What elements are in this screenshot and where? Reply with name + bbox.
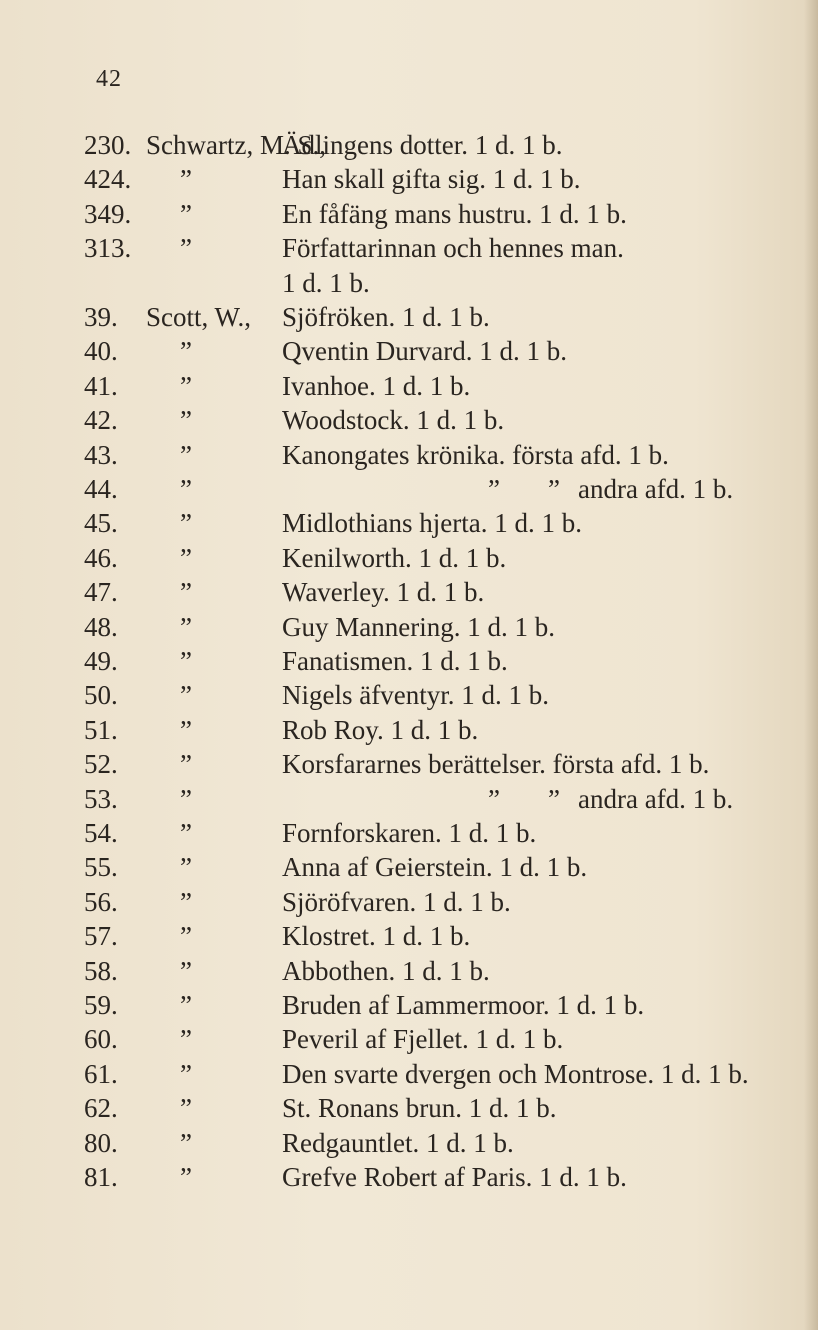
- catalog-entry: [0, 231, 818, 265]
- ditto-mark: ”: [180, 990, 192, 1020]
- ditto-mark: ”: [180, 439, 192, 470]
- catalog-entry: [0, 438, 818, 472]
- entry-title: Sjöfröken. 1 d. 1 b.: [282, 302, 490, 332]
- entry-title: Midlothians hjerta. 1 d. 1 b.: [282, 508, 582, 539]
- entry-number: 42.: [84, 405, 118, 436]
- catalog-entry: [0, 266, 818, 300]
- catalog-entry: [0, 334, 818, 368]
- ditto-mark: ”: [180, 405, 192, 436]
- entry-number: 313.: [84, 233, 132, 264]
- ditto-mark: ”: [180, 577, 192, 608]
- entry-number: 55.: [84, 852, 118, 883]
- catalog-entry: [0, 644, 818, 678]
- entry-title: Bruden af Lammermoor. 1 d. 1 b.: [282, 990, 645, 1020]
- entry-number: 49.: [84, 646, 118, 676]
- entry-number: 62.: [84, 1093, 118, 1124]
- ditto-mark: ”: [180, 233, 192, 264]
- catalog-entry: [0, 885, 818, 919]
- entry-number: 46.: [84, 542, 118, 573]
- ditto-mark: ”: [180, 611, 192, 642]
- entry-title: Rob Roy. 1 d. 1 b.: [282, 714, 479, 745]
- catalog-entry: [0, 919, 818, 953]
- entry-number: 44.: [84, 474, 118, 504]
- entry-author: Scott, W.,: [146, 302, 252, 332]
- entry-title: Klostret. 1 d. 1 b.: [282, 921, 471, 952]
- ditto-mark: ”: [180, 921, 192, 952]
- ditto-mark: ”: [180, 852, 192, 883]
- entry-title: St. Ronans brun. 1 d. 1 b.: [282, 1093, 557, 1124]
- ditto-mark: ”: [180, 1058, 192, 1089]
- catalog-entry: [0, 403, 818, 437]
- ditto-mark: ”: [180, 680, 192, 711]
- entry-title: Kanongates krönika. första afd. 1 b.: [282, 439, 669, 470]
- entry-title: En fåfäng mans hustru. 1 d. 1 b.: [282, 198, 627, 229]
- entry-title: Guy Mannering. 1 d. 1 b.: [282, 611, 555, 642]
- catalog-entry: [0, 954, 818, 988]
- catalog-entry: [0, 472, 818, 506]
- entry-number: 349.: [84, 198, 132, 229]
- entry-title: Qventin Durvard. 1 d. 1 b.: [282, 336, 567, 367]
- entry-title: Kenilworth. 1 d. 1 b.: [282, 542, 507, 573]
- ditto-mark: ”: [180, 646, 192, 676]
- entry-number: 51.: [84, 714, 118, 745]
- entry-number: 80.: [84, 1127, 118, 1158]
- entry-title: Korsfararnes berättelser. första afd. 1 b.: [282, 749, 710, 780]
- entry-number: 424.: [84, 164, 132, 195]
- entry-title-continued: 1 d. 1 b.: [282, 267, 370, 298]
- ditto-mark: ”: [180, 508, 192, 539]
- entry-number: 43.: [84, 439, 118, 470]
- catalog-entry: [0, 988, 818, 1022]
- catalog-entry: [0, 1022, 818, 1056]
- ditto-mark: ”: [180, 370, 192, 401]
- catalog-entry: [0, 610, 818, 644]
- entry-number: 230.: [84, 130, 132, 160]
- entry-title: Författarinnan och hennes man.: [282, 233, 624, 264]
- page-number: 42: [96, 66, 122, 92]
- ditto-mark: ”: [180, 198, 192, 229]
- ditto-mark: ”: [548, 783, 560, 814]
- ditto-mark: ”: [180, 1127, 192, 1158]
- ditto-mark: ”: [180, 336, 192, 367]
- ditto-mark: ”: [548, 474, 560, 504]
- entry-title: Sjöröfvaren. 1 d. 1 b.: [282, 886, 511, 917]
- catalog-entry: [0, 1160, 818, 1194]
- entry-number: 60.: [84, 1024, 118, 1055]
- ditto-mark: ”: [488, 474, 500, 504]
- catalog-entry: [0, 197, 818, 231]
- ditto-mark: ”: [180, 955, 192, 986]
- entry-number: 81.: [84, 1162, 118, 1192]
- ditto-mark: ”: [180, 783, 192, 814]
- entry-title: Han skall gifta sig. 1 d. 1 b.: [282, 164, 581, 195]
- entry-title: Nigels äfventyr. 1 d. 1 b.: [282, 680, 549, 711]
- entry-author: Schwartz, M. S.,: [146, 130, 326, 160]
- entry-title: Waverley. 1 d. 1 b.: [282, 577, 485, 608]
- entry-title: Grefve Robert af Paris. 1 d. 1 b.: [282, 1162, 627, 1192]
- ditto-mark: ”: [180, 749, 192, 780]
- entry-number: 50.: [84, 680, 118, 711]
- entry-title: Den svarte dvergen och Montrose. 1 d. 1 b.: [282, 1058, 749, 1089]
- catalog-entry: [0, 850, 818, 884]
- ditto-mark: ”: [180, 164, 192, 195]
- catalog-entry: [0, 713, 818, 747]
- ditto-mark: ”: [180, 886, 192, 917]
- entry-title: Fanatismen. 1 d. 1 b.: [282, 646, 508, 676]
- ditto-mark: ”: [180, 542, 192, 573]
- entry-number: 41.: [84, 370, 118, 401]
- ditto-mark: ”: [180, 1093, 192, 1124]
- entry-number: 59.: [84, 990, 118, 1020]
- catalog-entry: [0, 1091, 818, 1125]
- entry-number: 45.: [84, 508, 118, 539]
- catalog-entry: [0, 747, 818, 781]
- entry-number: 56.: [84, 886, 118, 917]
- entry-title: Anna af Geierstein. 1 d. 1 b.: [282, 852, 588, 883]
- ditto-mark: ”: [180, 1162, 192, 1192]
- entry-number: 47.: [84, 577, 118, 608]
- entry-part: andra afd. 1 b.: [578, 783, 734, 814]
- catalog-entry: [0, 1126, 818, 1160]
- ditto-mark: ”: [180, 1024, 192, 1055]
- catalog-entry: [0, 678, 818, 712]
- entry-number: 39.: [84, 302, 118, 332]
- entry-number: 61.: [84, 1058, 118, 1089]
- catalog-entry: [0, 782, 818, 816]
- entry-title: Ivanhoe. 1 d. 1 b.: [282, 370, 471, 401]
- ditto-mark: ”: [180, 474, 192, 504]
- entry-title: Woodstock. 1 d. 1 b.: [282, 405, 505, 436]
- catalog-entry: [0, 300, 818, 334]
- entry-number: 58.: [84, 955, 118, 986]
- catalog-entry: [0, 816, 818, 850]
- catalog-entry: [0, 128, 818, 162]
- catalog-entry: [0, 506, 818, 540]
- entry-title: Peveril af Fjellet. 1 d. 1 b.: [282, 1024, 564, 1055]
- entry-number: 53.: [84, 783, 118, 814]
- entry-number: 52.: [84, 749, 118, 780]
- catalog-entry: [0, 162, 818, 196]
- ditto-mark: ”: [488, 783, 500, 814]
- entry-title: Abbothen. 1 d. 1 b.: [282, 955, 490, 986]
- entry-title: Ädlingens dotter. 1 d. 1 b.: [282, 130, 563, 160]
- catalog-entry: [0, 1057, 818, 1091]
- ditto-mark: ”: [180, 714, 192, 745]
- entry-number: 40.: [84, 336, 118, 367]
- catalog-entry: [0, 575, 818, 609]
- entry-number: 57.: [84, 921, 118, 952]
- entry-title: Fornforskaren. 1 d. 1 b.: [282, 818, 537, 848]
- catalog-entry: [0, 369, 818, 403]
- entry-part: andra afd. 1 b.: [578, 474, 734, 504]
- entry-title: Redgauntlet. 1 d. 1 b.: [282, 1127, 514, 1158]
- entry-number: 48.: [84, 611, 118, 642]
- catalog-entry: [0, 541, 818, 575]
- ditto-mark: ”: [180, 818, 192, 848]
- entry-number: 54.: [84, 818, 118, 848]
